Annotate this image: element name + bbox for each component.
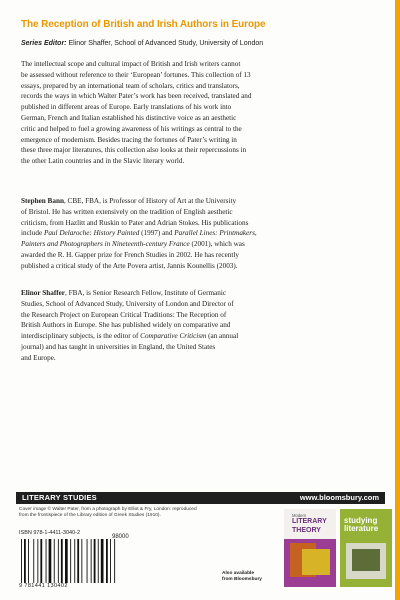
category-label: LITERARY STUDIES — [22, 493, 97, 502]
series-title: The Reception of British and Irish Authors in Europe — [21, 19, 266, 30]
book-description: The intellectual scope and cultural impact of British and Irish writers cannot be assessed without reference to their ‘European’ fortunes. This collection of 13 essays, prepared by an international team of scholars, critics and translators, records the ways in which Walter Pater’s work has been received, translated and published in different areas of Europe. Early translations of his work into German, French and Italian established his distinctive voice as an aesthetic critic and helped to fuel a growing awareness of his writings as central to the emergence of modernism. Besides tracing the fortunes of Pater’s writing in these three major literatures, this collection also looks at their repercussions in the other Latin countries and in the Slavic literary world. — [21, 60, 252, 166]
series-editor-label: Series Editor: — [21, 40, 67, 47]
cover-subtitle: Modern — [292, 513, 307, 518]
series-editor — [21, 40, 381, 47]
cover-title-line2: THEORY — [292, 527, 321, 534]
author-name: Elinor Shaffer — [21, 289, 65, 297]
publisher-website[interactable]: www.bloomsbury.com — [299, 493, 379, 502]
author-bio-shaffer: Elinor Shaffer, FBA, is Senior Research Fellow, Institute of Germanic Studies, School of Advanced Study, University of London and Director of the Research Project on European Critical Traditions: The Reception of British Authors in Europe. She has published widely on comparative and interdisciplinary subjects, is the editor of Comparative Criticism (an annual journal) and has taught in universities in England, the United States and Europe. — [21, 289, 239, 362]
related-book-cover-studying-literature[interactable] — [340, 509, 392, 587]
isbn-label: ISBN 978-1-4411-3040-2 — [19, 530, 81, 536]
cover-title: studying literature — [344, 516, 379, 533]
series-editor-text: Elinor Shaffer, School of Advanced Study, University of London — [68, 40, 264, 47]
cover-artwork — [352, 549, 380, 571]
footer-bar — [16, 492, 385, 504]
price-code: 98000 — [112, 534, 129, 540]
related-book-cover-literary-theory[interactable] — [284, 509, 336, 587]
barcode-digits: 9 781441 130402 — [19, 583, 68, 589]
also-available-label: Also available from Bloomsbury — [222, 571, 262, 582]
cover-title-line1: LITERARY — [292, 518, 327, 525]
cover-image-credit: Cover image © Walter Pater, from a photograph by Elliot & Fry, London: reproduced from the frontispiece of the Library edition of Greek Studies (1910). — [19, 507, 197, 518]
barcode — [19, 537, 139, 587]
spine-edge — [395, 0, 400, 600]
cover-artwork — [302, 549, 330, 575]
author-bio-bann: Stephen Bann, CBE, FBA, is Professor of History of Art at the University of Bristol. He has written extensively on the tradition of English aesthetic criticism, from Hazlitt and Ruskin to Pater and Adrian Stokes. His publications include Paul Delaroche: History Painted (1997) and Parallel Lines: Printmakers, Painters and Photographers in Nineteenth-century France (2001), which was awarded the R. H. Gapper prize for French Studies in 2002. He has recently published a critical study of the Arte Povera artist, Jannis Kounellis (2003). — [21, 197, 257, 270]
author-name: Stephen Bann — [21, 197, 64, 205]
